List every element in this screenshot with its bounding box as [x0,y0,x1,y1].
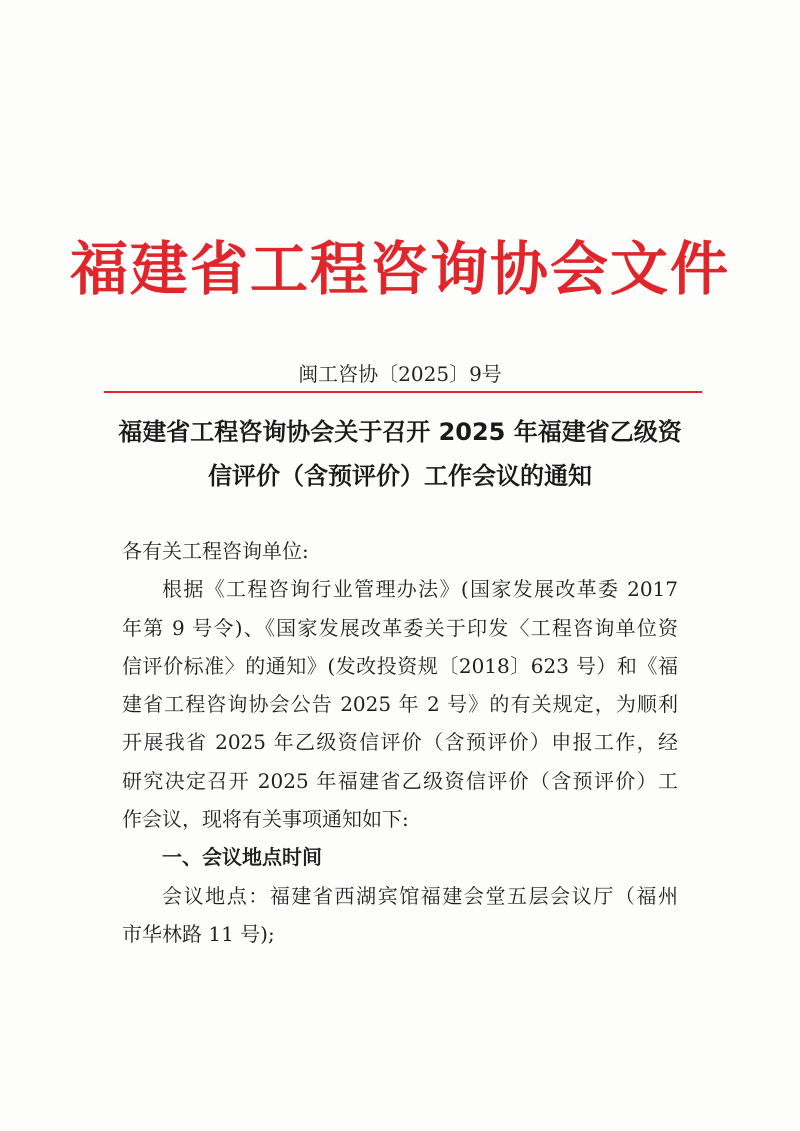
paragraph-line: 研究决定召开 2025 年福建省乙级资信评价（含预评价）工 [122,768,678,793]
salutation: 各有关工程咨询单位: [122,539,309,563]
paragraph-line: 建省工程咨询协会公告 2025 年 2 号》的有关规定，为顺利 [122,692,678,717]
red-divider-line [104,391,702,393]
notice-title-line-2: 信评价（含预评价）工作会议的通知 [208,462,592,490]
paragraph-line: 年第 9 号令)、《国家发展改革委关于印发〈工程咨询单位资 [122,615,678,640]
venue-line: 市华林路 11 号); [122,921,275,946]
notice-body [122,532,678,953]
paragraph-line: 开展我省 2025 年乙级资信评价（含预评价）申报工作，经 [122,730,678,755]
paragraph-line: 信评价标准〉的通知》(发改投资规〔2018〕623 号）和《福 [122,653,678,678]
section-heading: 一、会议地点时间 [162,845,322,870]
paragraph-line: 作会议，现将有关事项通知如下: [122,807,409,832]
notice-title-line-1: 福建省工程咨询协会关于召开 2025 年福建省乙级资 [118,418,682,446]
paragraph-line: 根据《工程咨询行业管理办法》(国家发展改革委 2017 [162,577,678,602]
venue-line: 会议地点：福建省西湖宾馆福建会堂五层会议厅（福州 [162,883,678,908]
notice-title [100,410,700,498]
org-header-title: 福建省工程咨询协会文件 [69,235,730,303]
document-number: 闽工咨协〔2025〕9号 [298,362,502,386]
